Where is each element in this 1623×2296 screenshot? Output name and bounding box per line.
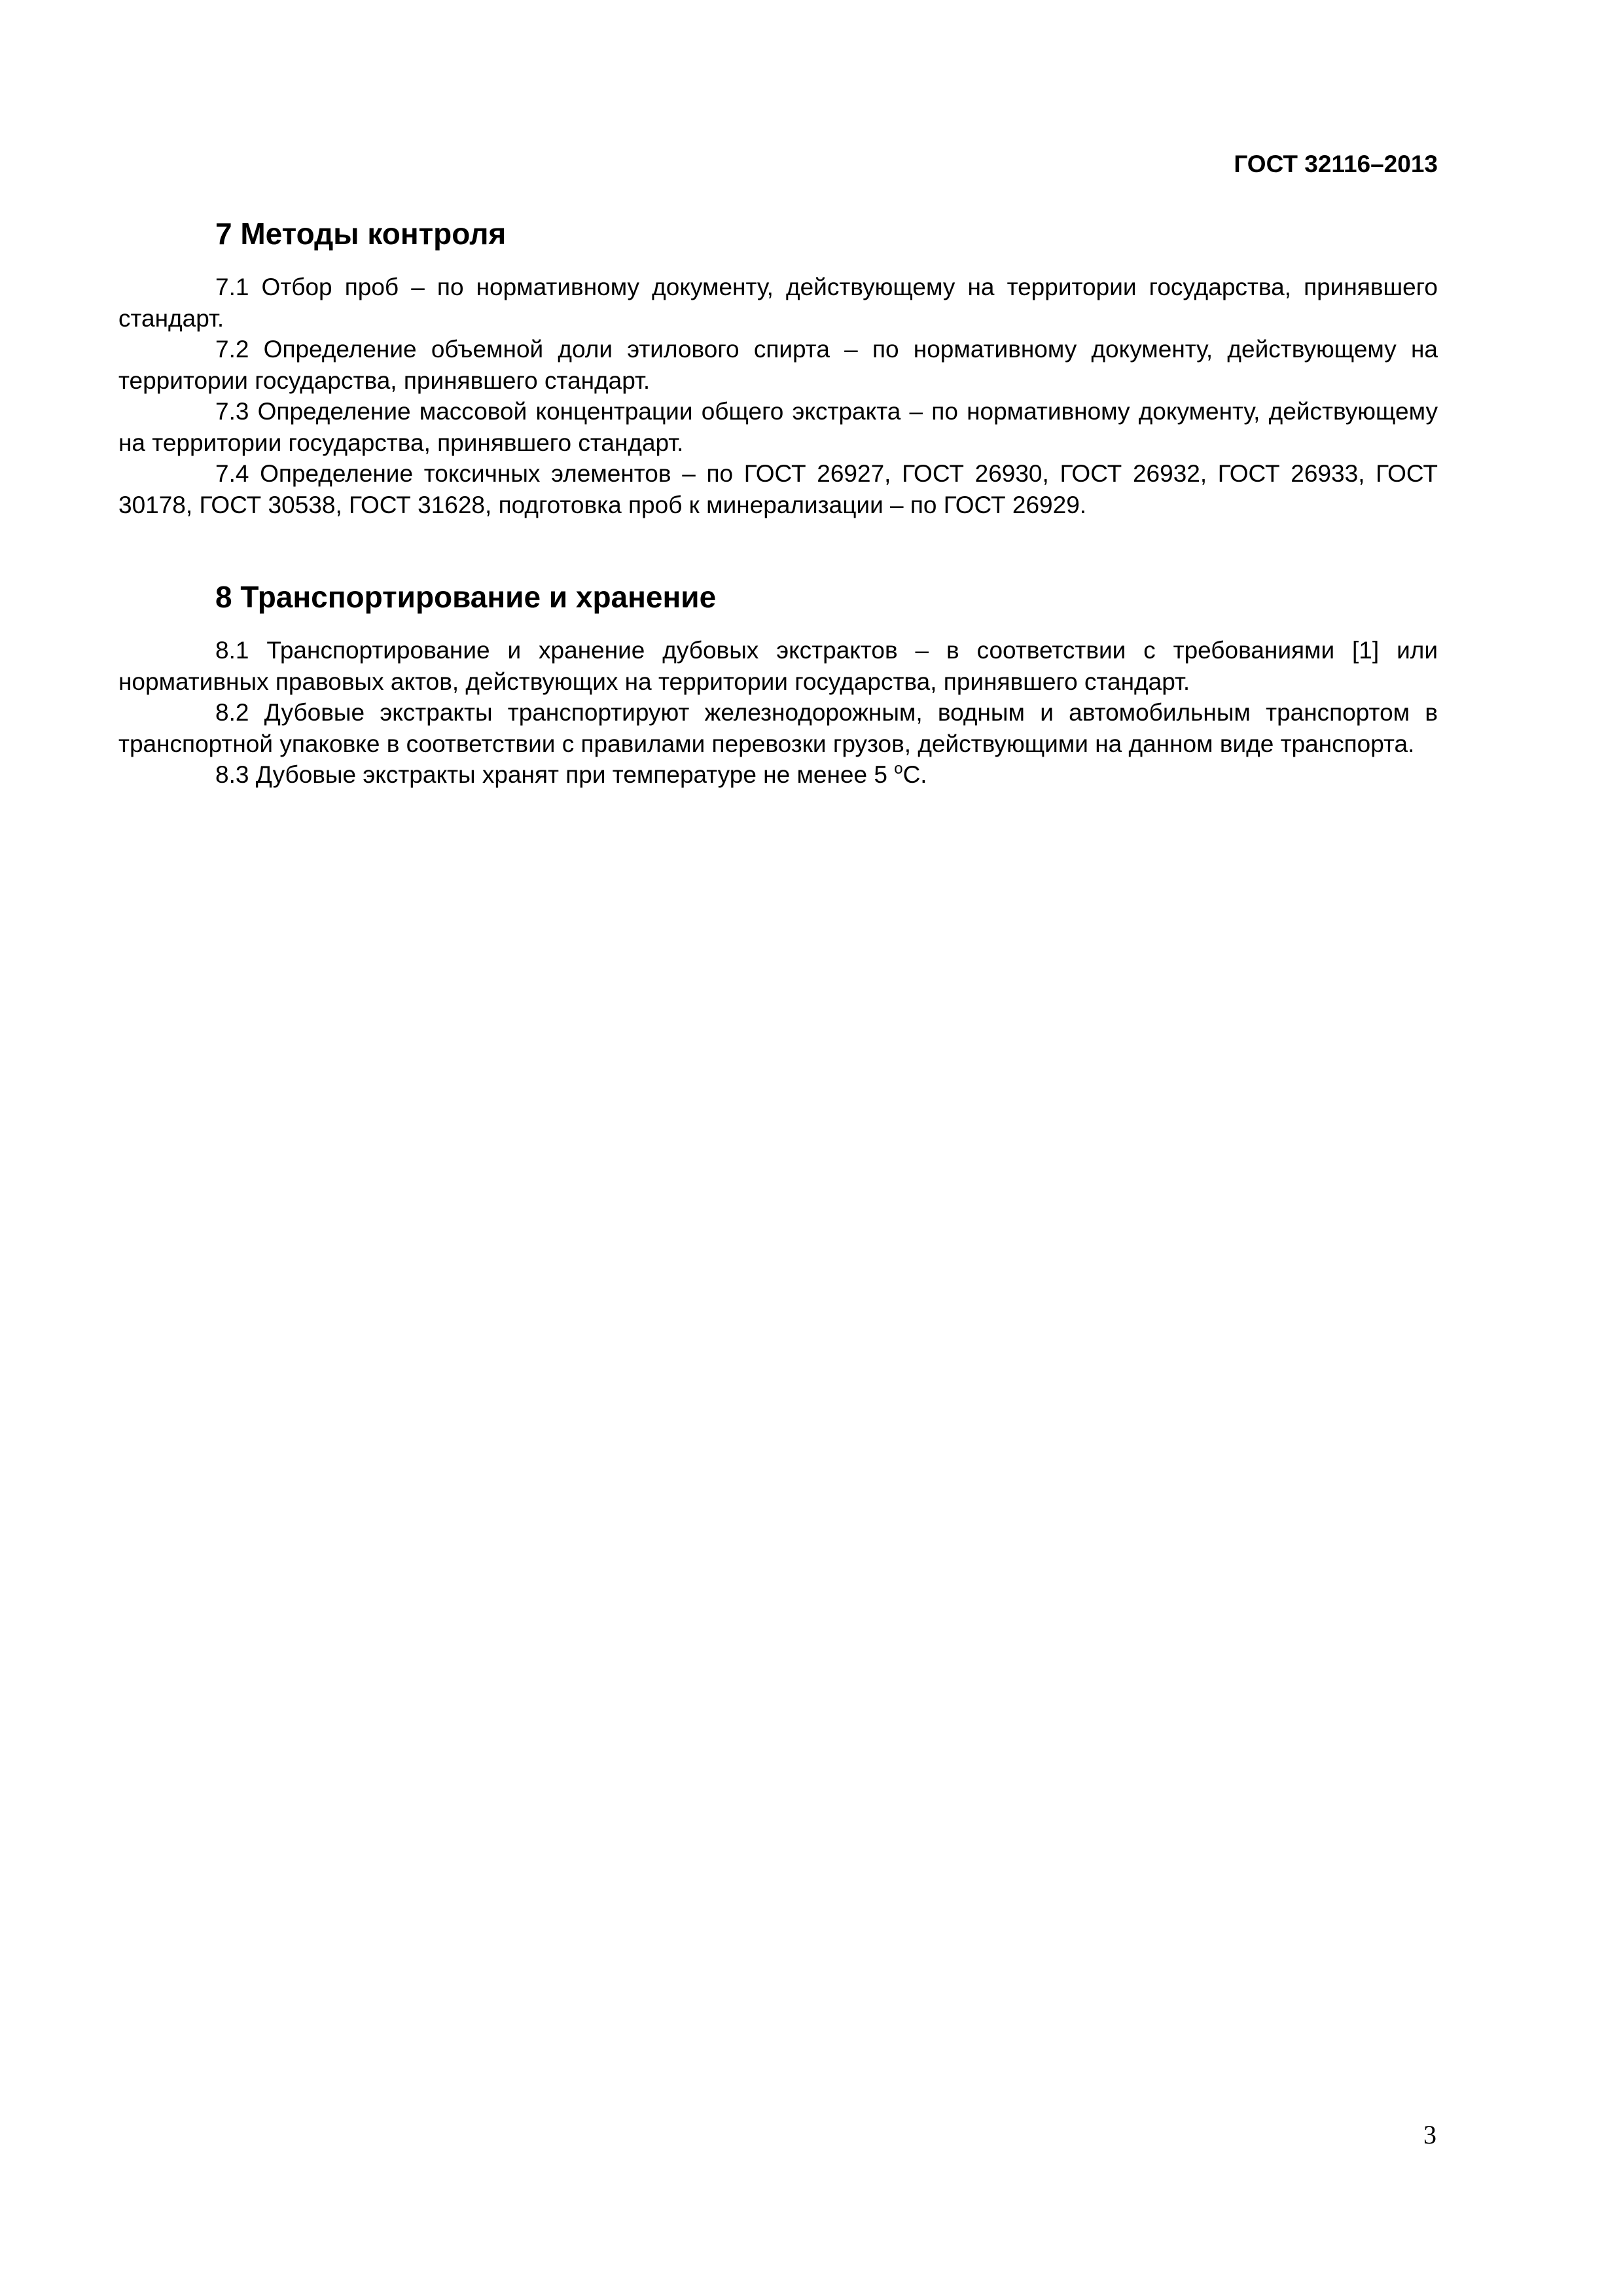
paragraph: 7.2 Определение объемной доли этилового спирта – по нормативному документу, действующему на территории государства, принявшего стандарт.: [118, 336, 1438, 394]
section-control-methods: [118, 216, 1438, 520]
section-title: 8 Транспортирование и хранение: [215, 580, 717, 615]
document-body: [118, 216, 1438, 850]
paragraph: 8.1 Транспортирование и хранение дубовых экстрактов – в соответствии с требованиями [1] или нормативных правовых актов, действующих на территории государства, принявшего стандарт.: [118, 637, 1438, 695]
page-number: 3: [1423, 2120, 1436, 2149]
degree-sign: o: [894, 760, 903, 778]
paragraph-text: 8.3 Дубовые экстракты хранят при температуре не менее 5: [215, 761, 895, 789]
paragraph: 8.2 Дубовые экстракты транспортируют железнодорожным, водным и автомобильным транспортом в транспортной упаковке в соответствии с правилами перевозки грузов, действующими на данном виде транспорта.: [118, 699, 1438, 757]
section-transport-storage: [118, 579, 1438, 791]
temperature-unit: С.: [902, 761, 927, 789]
paragraph: 7.4 Определение токсичных элементов – по ГОСТ 26927, ГОСТ 26930, ГОСТ 26932, ГОСТ 26933, ГОСТ 30178, ГОСТ 30538, ГОСТ 31628, подготовка проб к минерализации – по ГОСТ 26929.: [118, 460, 1438, 518]
document-code: ГОСТ 32116–2013: [1234, 151, 1438, 177]
section-title: 7 Методы контроля: [215, 217, 507, 251]
paragraph-storage-temperature: [118, 759, 1438, 791]
paragraph: 7.3 Определение массовой концентрации общего экстракта – по нормативному документу, действующему на территории государства, принявшего стандарт.: [118, 398, 1438, 456]
paragraph: 7.1 Отбор проб – по нормативному документу, действующему на территории государства, принявшего стандарт.: [118, 274, 1438, 332]
